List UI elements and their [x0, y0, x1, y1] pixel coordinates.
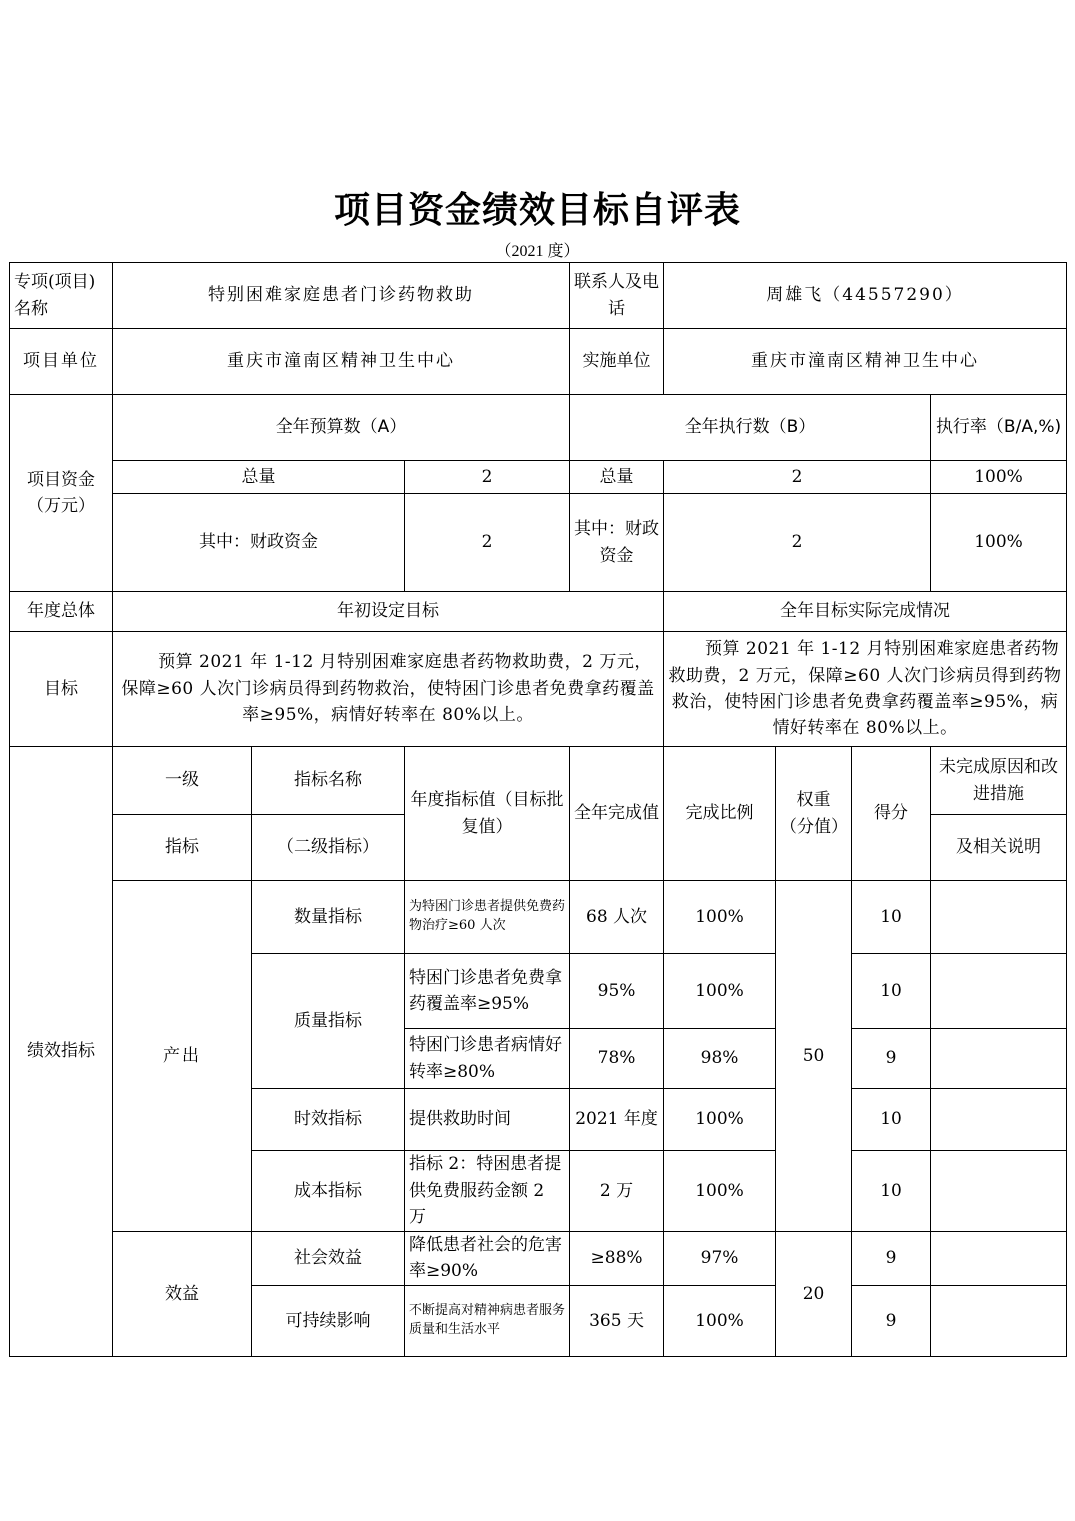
set-goal-text: 预算 2021 年 1-12 月特别困难家庭患者药物救助费，2 万元，保障≥60 人次门诊病员得到药物救治，使特困门诊患者免费拿药覆盖率≥95%，病情好转率在 80%以上。	[113, 632, 664, 747]
row-funds-total	[10, 461, 1067, 494]
indicator-target: 指标 2：特困患者提供免费服药金额 2 万	[405, 1151, 570, 1232]
indicator-score: 10	[852, 1089, 931, 1151]
impl-label: 实施单位	[570, 329, 664, 395]
total-budget-value: 2	[405, 461, 570, 494]
output-weight: 50	[776, 881, 852, 1232]
year-subtitle: （2021 度）	[495, 243, 580, 260]
indicator-done: 2021 年度	[570, 1089, 664, 1151]
indicator-done: 78%	[570, 1029, 664, 1089]
exec-label: 全年执行数（B）	[570, 395, 931, 461]
indicator-target: 提供救助时间	[405, 1089, 570, 1151]
indicator-name: 质量指标	[252, 954, 405, 1089]
benefit-label: 效益	[113, 1232, 252, 1357]
indicator-done: 95%	[570, 954, 664, 1029]
indicator-reason	[931, 954, 1067, 1029]
indicator-reason	[931, 1285, 1067, 1356]
h-score: 得分	[852, 747, 931, 881]
contact-label: 联系人及电话	[570, 263, 664, 329]
perf-label: 绩效指标	[10, 747, 113, 1357]
impl-value: 重庆市潼南区精神卫生中心	[664, 329, 1067, 395]
total-budget-label: 总量	[113, 461, 405, 494]
indicator-done: 365 天	[570, 1285, 664, 1356]
unit-label: 项目单位	[10, 329, 113, 395]
indicator-done: 68 人次	[570, 881, 664, 954]
indicator-target: 降低患者社会的危害率≥90%	[405, 1232, 570, 1286]
indicator-name: 数量指标	[252, 881, 405, 954]
row-project-name	[10, 263, 1067, 329]
benefit-weight: 20	[776, 1232, 852, 1357]
project-name-value: 特别困难家庭患者门诊药物救助	[113, 263, 570, 329]
h-level1-b: 指标	[113, 815, 252, 881]
page-title: 项目资金绩效目标自评表	[333, 189, 741, 231]
indicator-target: 特困门诊患者免费拿药覆盖率≥95%	[405, 954, 570, 1029]
annual-label: 年度总体	[10, 592, 113, 632]
row-perf-header-1	[10, 747, 1067, 815]
indicator-done: ≥88%	[570, 1232, 664, 1286]
indicator-ratio: 100%	[664, 1089, 776, 1151]
h-target: 年度指标值（目标批复值）	[405, 747, 570, 881]
row-goal-text	[10, 632, 1067, 747]
indicator-ratio: 100%	[664, 1151, 776, 1232]
indicator-name: 成本指标	[252, 1151, 405, 1232]
total-exec-value: 2	[664, 461, 931, 494]
row-funds-fiscal	[10, 494, 1067, 592]
fiscal-rate-value: 100%	[931, 494, 1067, 592]
indicator-reason	[931, 1232, 1067, 1286]
indicator-score: 10	[852, 881, 931, 954]
actual-goal-text: 预算 2021 年 1-12 月特别困难家庭患者药物救助费，2 万元，保障≥60 人次门诊病员得到药物救治，使特困门诊患者免费拿药覆盖率≥95%，病情好转率在 80%以上。	[664, 632, 1067, 747]
rate-label: 执行率（B/A,%)	[931, 395, 1067, 461]
h-name-b: （二级指标）	[252, 815, 405, 881]
h-ratio: 完成比例	[664, 747, 776, 881]
table-row	[10, 1232, 1067, 1286]
project-name-label: 专项(项目)名称	[10, 263, 113, 329]
row-goal-header	[10, 592, 1067, 632]
indicator-name: 社会效益	[252, 1232, 405, 1286]
h-reason-b: 及相关说明	[931, 815, 1067, 881]
indicator-ratio: 97%	[664, 1232, 776, 1286]
funds-label: 项目资金（万元）	[10, 395, 113, 592]
indicator-score: 10	[852, 1151, 931, 1232]
fiscal-exec-label: 其中：财政资金	[570, 494, 664, 592]
row-unit	[10, 329, 1067, 395]
indicator-ratio: 100%	[664, 954, 776, 1029]
indicator-score: 9	[852, 1029, 931, 1089]
output-label: 产出	[113, 881, 252, 1232]
unit-value: 重庆市潼南区精神卫生中心	[113, 329, 570, 395]
indicator-done: 2 万	[570, 1151, 664, 1232]
budget-label: 全年预算数（A）	[113, 395, 570, 461]
indicator-score: 10	[852, 954, 931, 1029]
indicator-target: 为特困门诊患者提供免费药物治疗≥60 人次	[405, 881, 570, 954]
indicator-target: 不断提高对精神病患者服务质量和生活水平	[405, 1285, 570, 1356]
contact-value: 周雄飞（44557290）	[664, 263, 1067, 329]
total-exec-label: 总量	[570, 461, 664, 494]
fiscal-exec-value: 2	[664, 494, 931, 592]
indicator-ratio: 100%	[664, 1285, 776, 1356]
self-evaluation-table	[9, 262, 1067, 1357]
h-weight: 权重（分值）	[776, 747, 852, 881]
h-level1-a: 一级	[113, 747, 252, 815]
table-row	[10, 881, 1067, 954]
indicator-name: 可持续影响	[252, 1285, 405, 1356]
total-rate-value: 100%	[931, 461, 1067, 494]
indicator-reason	[931, 881, 1067, 954]
h-reason-a: 未完成原因和改进措施	[931, 747, 1067, 815]
indicator-ratio: 100%	[664, 881, 776, 954]
indicator-reason	[931, 1151, 1067, 1232]
indicator-reason	[931, 1089, 1067, 1151]
set-goal-label: 年初设定目标	[113, 592, 664, 632]
h-name-a: 指标名称	[252, 747, 405, 815]
indicator-reason	[931, 1029, 1067, 1089]
goal-label: 目标	[10, 632, 113, 747]
fiscal-budget-label: 其中：财政资金	[113, 494, 405, 592]
indicator-score: 9	[852, 1232, 931, 1286]
fiscal-budget-value: 2	[405, 494, 570, 592]
indicator-name: 时效指标	[252, 1089, 405, 1151]
h-done: 全年完成值	[570, 747, 664, 881]
indicator-target: 特困门诊患者病情好转率≥80%	[405, 1029, 570, 1089]
row-funds-header	[10, 395, 1067, 461]
indicator-score: 9	[852, 1285, 931, 1356]
actual-goal-label: 全年目标实际完成情况	[664, 592, 1067, 632]
indicator-ratio: 98%	[664, 1029, 776, 1089]
